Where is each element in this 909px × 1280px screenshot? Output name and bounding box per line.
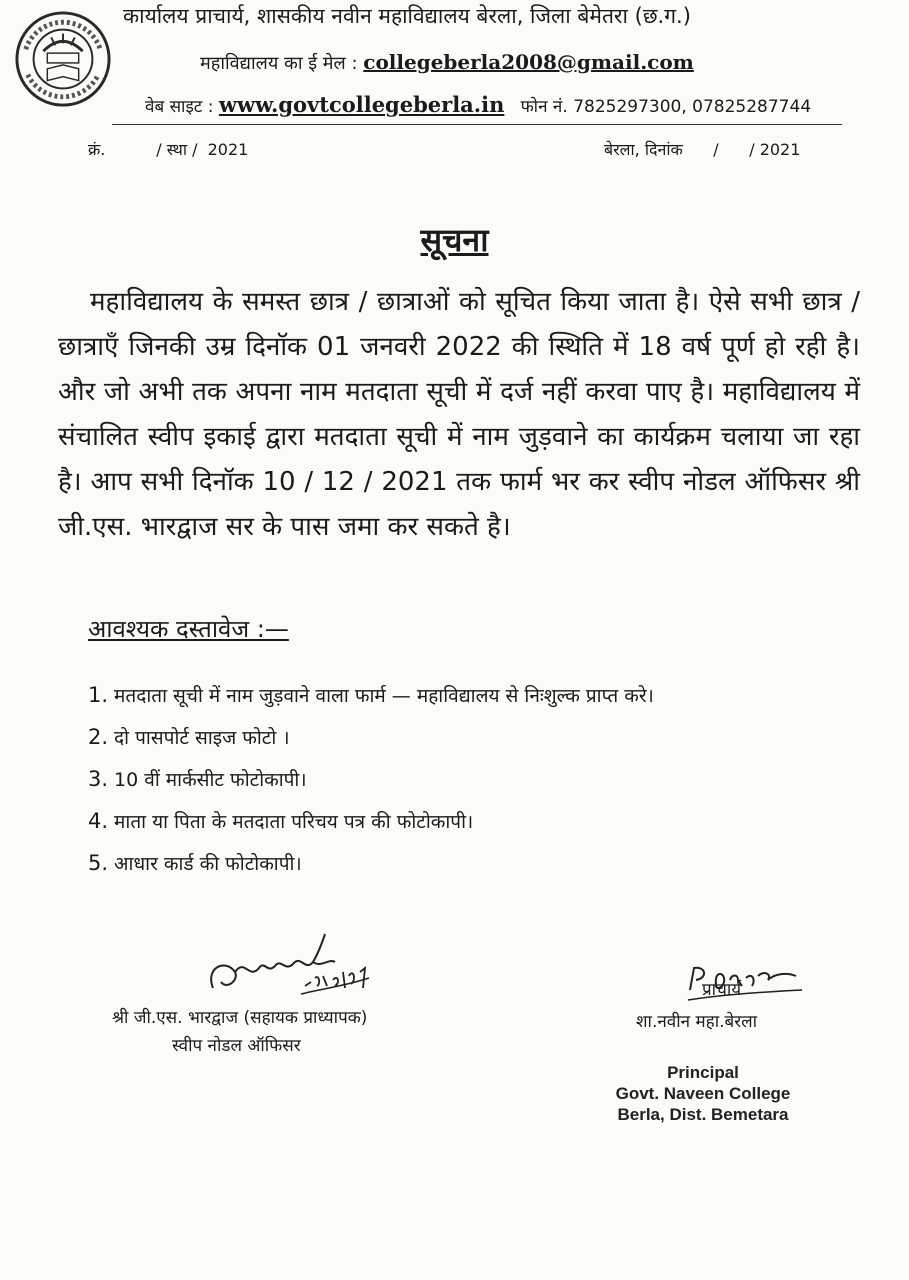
nodal-officer-role: स्वीप नोडल ऑफिसर — [172, 1036, 301, 1056]
email-label: महाविद्यालय का ई मेल : — [200, 53, 358, 74]
principal-stamp — [598, 1062, 808, 1125]
documents-heading: आवश्यक दस्तावेज :— — [88, 615, 289, 643]
document-number: 5. — [88, 851, 109, 875]
principal-block — [608, 980, 758, 1036]
document-number: 1. — [88, 683, 109, 707]
website-label: वेब साइट : — [145, 97, 214, 117]
documents-list — [88, 674, 654, 884]
principal-title: प्राचार्य — [702, 980, 742, 1000]
document-number: 4. — [88, 809, 109, 833]
document-number: 2. — [88, 725, 109, 749]
website-line — [145, 92, 811, 117]
document-text: मतदाता सूची में नाम जुड़वाने वाला फार्म — महाविद्यालय से निःशुल्क प्राप्त करे। — [114, 685, 654, 707]
stamp-line-2: Govt. Naveen College — [615, 1084, 791, 1103]
phone-label: फोन नं. — [520, 97, 568, 117]
reference-date: बेरला, दिनांक / / 2021 — [604, 140, 801, 159]
email-line — [200, 50, 694, 75]
document-text: 10 वीं मार्कसीट फोटोकापी। — [114, 769, 307, 791]
document-item-4 — [88, 800, 654, 842]
document-item-1 — [88, 674, 654, 716]
document-item-5 — [88, 842, 654, 884]
website-link[interactable]: www.govtcollegeberla.in — [218, 92, 505, 117]
college-seal-logo — [14, 10, 112, 108]
document-item-2 — [88, 716, 654, 758]
header-divider — [112, 124, 842, 125]
document-text: आधार कार्ड की फोटोकापी। — [114, 853, 302, 875]
document-number: 3. — [88, 767, 109, 791]
document-item-3 — [88, 758, 654, 800]
office-heading: कार्यालय प्राचार्य, शासकीय नवीन महाविद्यालय बेरला, जिला बेमेतरा (छ.ग.) — [123, 4, 691, 28]
notice-title: सूचना — [420, 221, 489, 259]
stamp-line-1: Principal — [667, 1063, 739, 1082]
phone-number: 7825297300, 07825287744 — [573, 97, 812, 117]
reference-number: क्रं. / स्था / 2021 — [88, 140, 249, 159]
nodal-officer-signature — [205, 928, 375, 1008]
stamp-line-3: Berla, Dist. Bemetara — [617, 1105, 789, 1124]
nodal-officer-block — [112, 1004, 367, 1060]
document-text: दो पासपोर्ट साइज फोटो । — [114, 727, 290, 749]
notice-body: महाविद्यालय के समस्त छात्र / छात्राओं को सूचित किया जाता है। ऐसे सभी छात्र / छात्राएँ जिनकी उम्र दिनॉक 01 जनवरी 2022 की स्थिति में 18 वर्ष पूर्ण हो रही है। और जो अभी तक अपना नाम मतदाता सूची में दर्ज नहीं करवा पाए है। महाविद्यालय में संचालित स्वीप इकाई द्वारा मतदाता सूची में नाम जुड़वाने का कार्यक्रम चलाया जा रहा है। आप सभी दिनॉक 10 / 12 / 2021 तक फार्म भर कर स्वीप नोडल ऑफिसर श्री जी.एस. भारद्वाज सर के पास जमा कर सकते है। — [58, 287, 860, 542]
principal-college: शा.नवीन महा.बेरला — [636, 1012, 758, 1032]
nodal-officer-name: श्री जी.एस. भारद्वाज (सहायक प्राध्यापक) — [112, 1008, 368, 1028]
document-text: माता या पिता के मतदाता परिचय पत्र की फोटोकापी। — [114, 811, 474, 833]
email-link[interactable]: collegeberla2008@gmail.com — [363, 50, 694, 74]
